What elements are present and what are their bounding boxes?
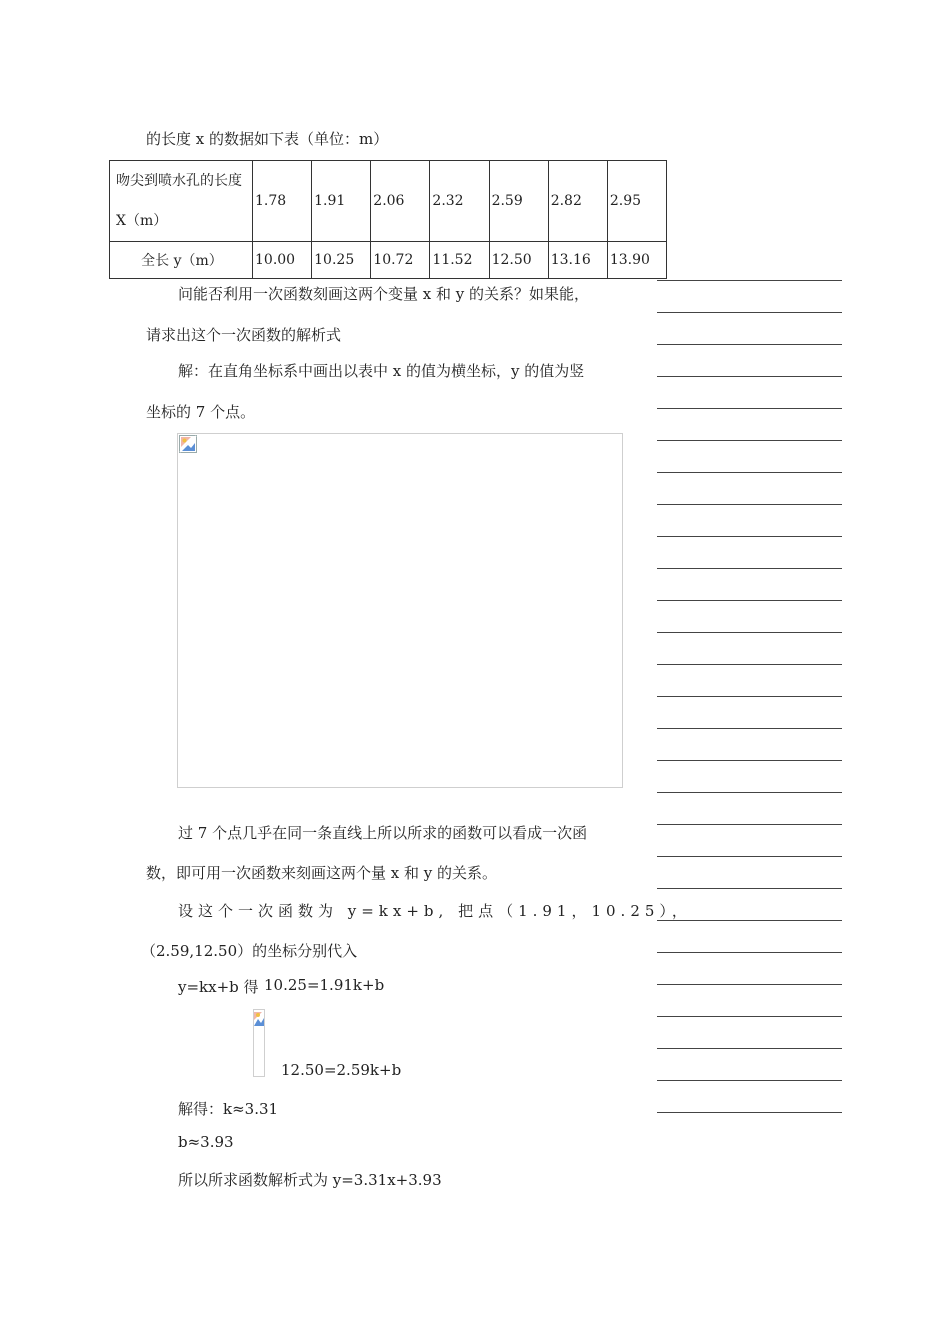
note-line bbox=[657, 856, 842, 857]
note-line bbox=[657, 472, 842, 473]
broken-image-icon bbox=[179, 435, 197, 453]
note-line bbox=[657, 408, 842, 409]
note-line bbox=[657, 792, 842, 793]
table-cell: 13.90 bbox=[607, 242, 666, 279]
result-b: b≈3.93 bbox=[178, 1133, 234, 1151]
table-cell: 2.95 bbox=[607, 161, 666, 242]
solution-intro-line-2: 坐标的 7 个点。 bbox=[146, 403, 256, 421]
note-line bbox=[657, 1048, 842, 1049]
table-cell: 10.00 bbox=[253, 242, 312, 279]
brace-image bbox=[253, 1009, 265, 1077]
broken-image-icon bbox=[254, 1010, 264, 1028]
intro-line: 的长度 x 的数据如下表（单位：m） bbox=[146, 130, 389, 148]
note-line bbox=[657, 1112, 842, 1113]
note-line bbox=[657, 536, 842, 537]
note-line bbox=[657, 440, 842, 441]
equation-1: 10.25=1.91k+b bbox=[264, 976, 385, 994]
note-line bbox=[657, 280, 842, 281]
table-cell: 10.72 bbox=[371, 242, 430, 279]
table-cell: 13.16 bbox=[548, 242, 607, 279]
question-line-2: 请求出这个一次函数的解析式 bbox=[146, 326, 342, 344]
note-line bbox=[657, 664, 842, 665]
note-line bbox=[657, 824, 842, 825]
scatter-plot-image bbox=[177, 433, 623, 788]
note-line bbox=[657, 376, 842, 377]
note-line bbox=[657, 312, 842, 313]
substitute-text: y=kx+b 得 bbox=[178, 978, 259, 996]
note-line bbox=[657, 568, 842, 569]
conclusion-line-2: 数，即可用一次函数来刻画这两个量 x 和 y 的关系。 bbox=[146, 864, 498, 882]
note-line bbox=[657, 728, 842, 729]
equation-2: 12.50=2.59k+b bbox=[281, 1061, 402, 1079]
table-cell: 2.32 bbox=[430, 161, 489, 242]
note-line bbox=[657, 632, 842, 633]
note-line bbox=[657, 888, 842, 889]
question-line-1: 问能否利用一次函数刻画这两个变量 x 和 y 的关系？如果能， bbox=[178, 285, 590, 303]
table-cell: 2.59 bbox=[489, 161, 548, 242]
note-line bbox=[657, 1080, 842, 1081]
note-line bbox=[657, 696, 842, 697]
table-cell: 12.50 bbox=[489, 242, 548, 279]
conclusion-line-1: 过 7 个点几乎在同一条直线上所以所求的函数可以看成一次函 bbox=[178, 824, 588, 842]
note-line bbox=[657, 344, 842, 345]
solution-intro-line-1: 解：在直角坐标系中画出以表中 x 的值为横坐标，y 的值为竖 bbox=[178, 362, 585, 380]
row-header-x: 吻尖到喷水孔的长度 X（m） bbox=[110, 161, 253, 242]
setup-line-2: （2.59,12.50）的坐标分别代入 bbox=[141, 942, 358, 960]
table-cell: 11.52 bbox=[430, 242, 489, 279]
note-line bbox=[657, 952, 842, 953]
table-cell: 10.25 bbox=[312, 242, 371, 279]
table-row bbox=[110, 161, 667, 242]
table-cell: 2.82 bbox=[548, 161, 607, 242]
table-row bbox=[110, 242, 667, 279]
setup-line-1: 设这个一次函数为 y=kx+b, 把点（1.91，10.25）， bbox=[178, 902, 692, 920]
note-line bbox=[657, 504, 842, 505]
row-header-y: 全长 y（m） bbox=[110, 242, 253, 279]
data-table bbox=[109, 160, 667, 279]
table-cell: 2.06 bbox=[371, 161, 430, 242]
note-line bbox=[657, 984, 842, 985]
note-line bbox=[657, 1016, 842, 1017]
final-answer: 所以所求函数解析式为 y=3.31x+3.93 bbox=[178, 1171, 442, 1189]
table-cell: 1.91 bbox=[312, 161, 371, 242]
result-k: 解得：k≈3.31 bbox=[178, 1100, 279, 1118]
note-line bbox=[657, 760, 842, 761]
note-line bbox=[657, 600, 842, 601]
table-cell: 1.78 bbox=[253, 161, 312, 242]
